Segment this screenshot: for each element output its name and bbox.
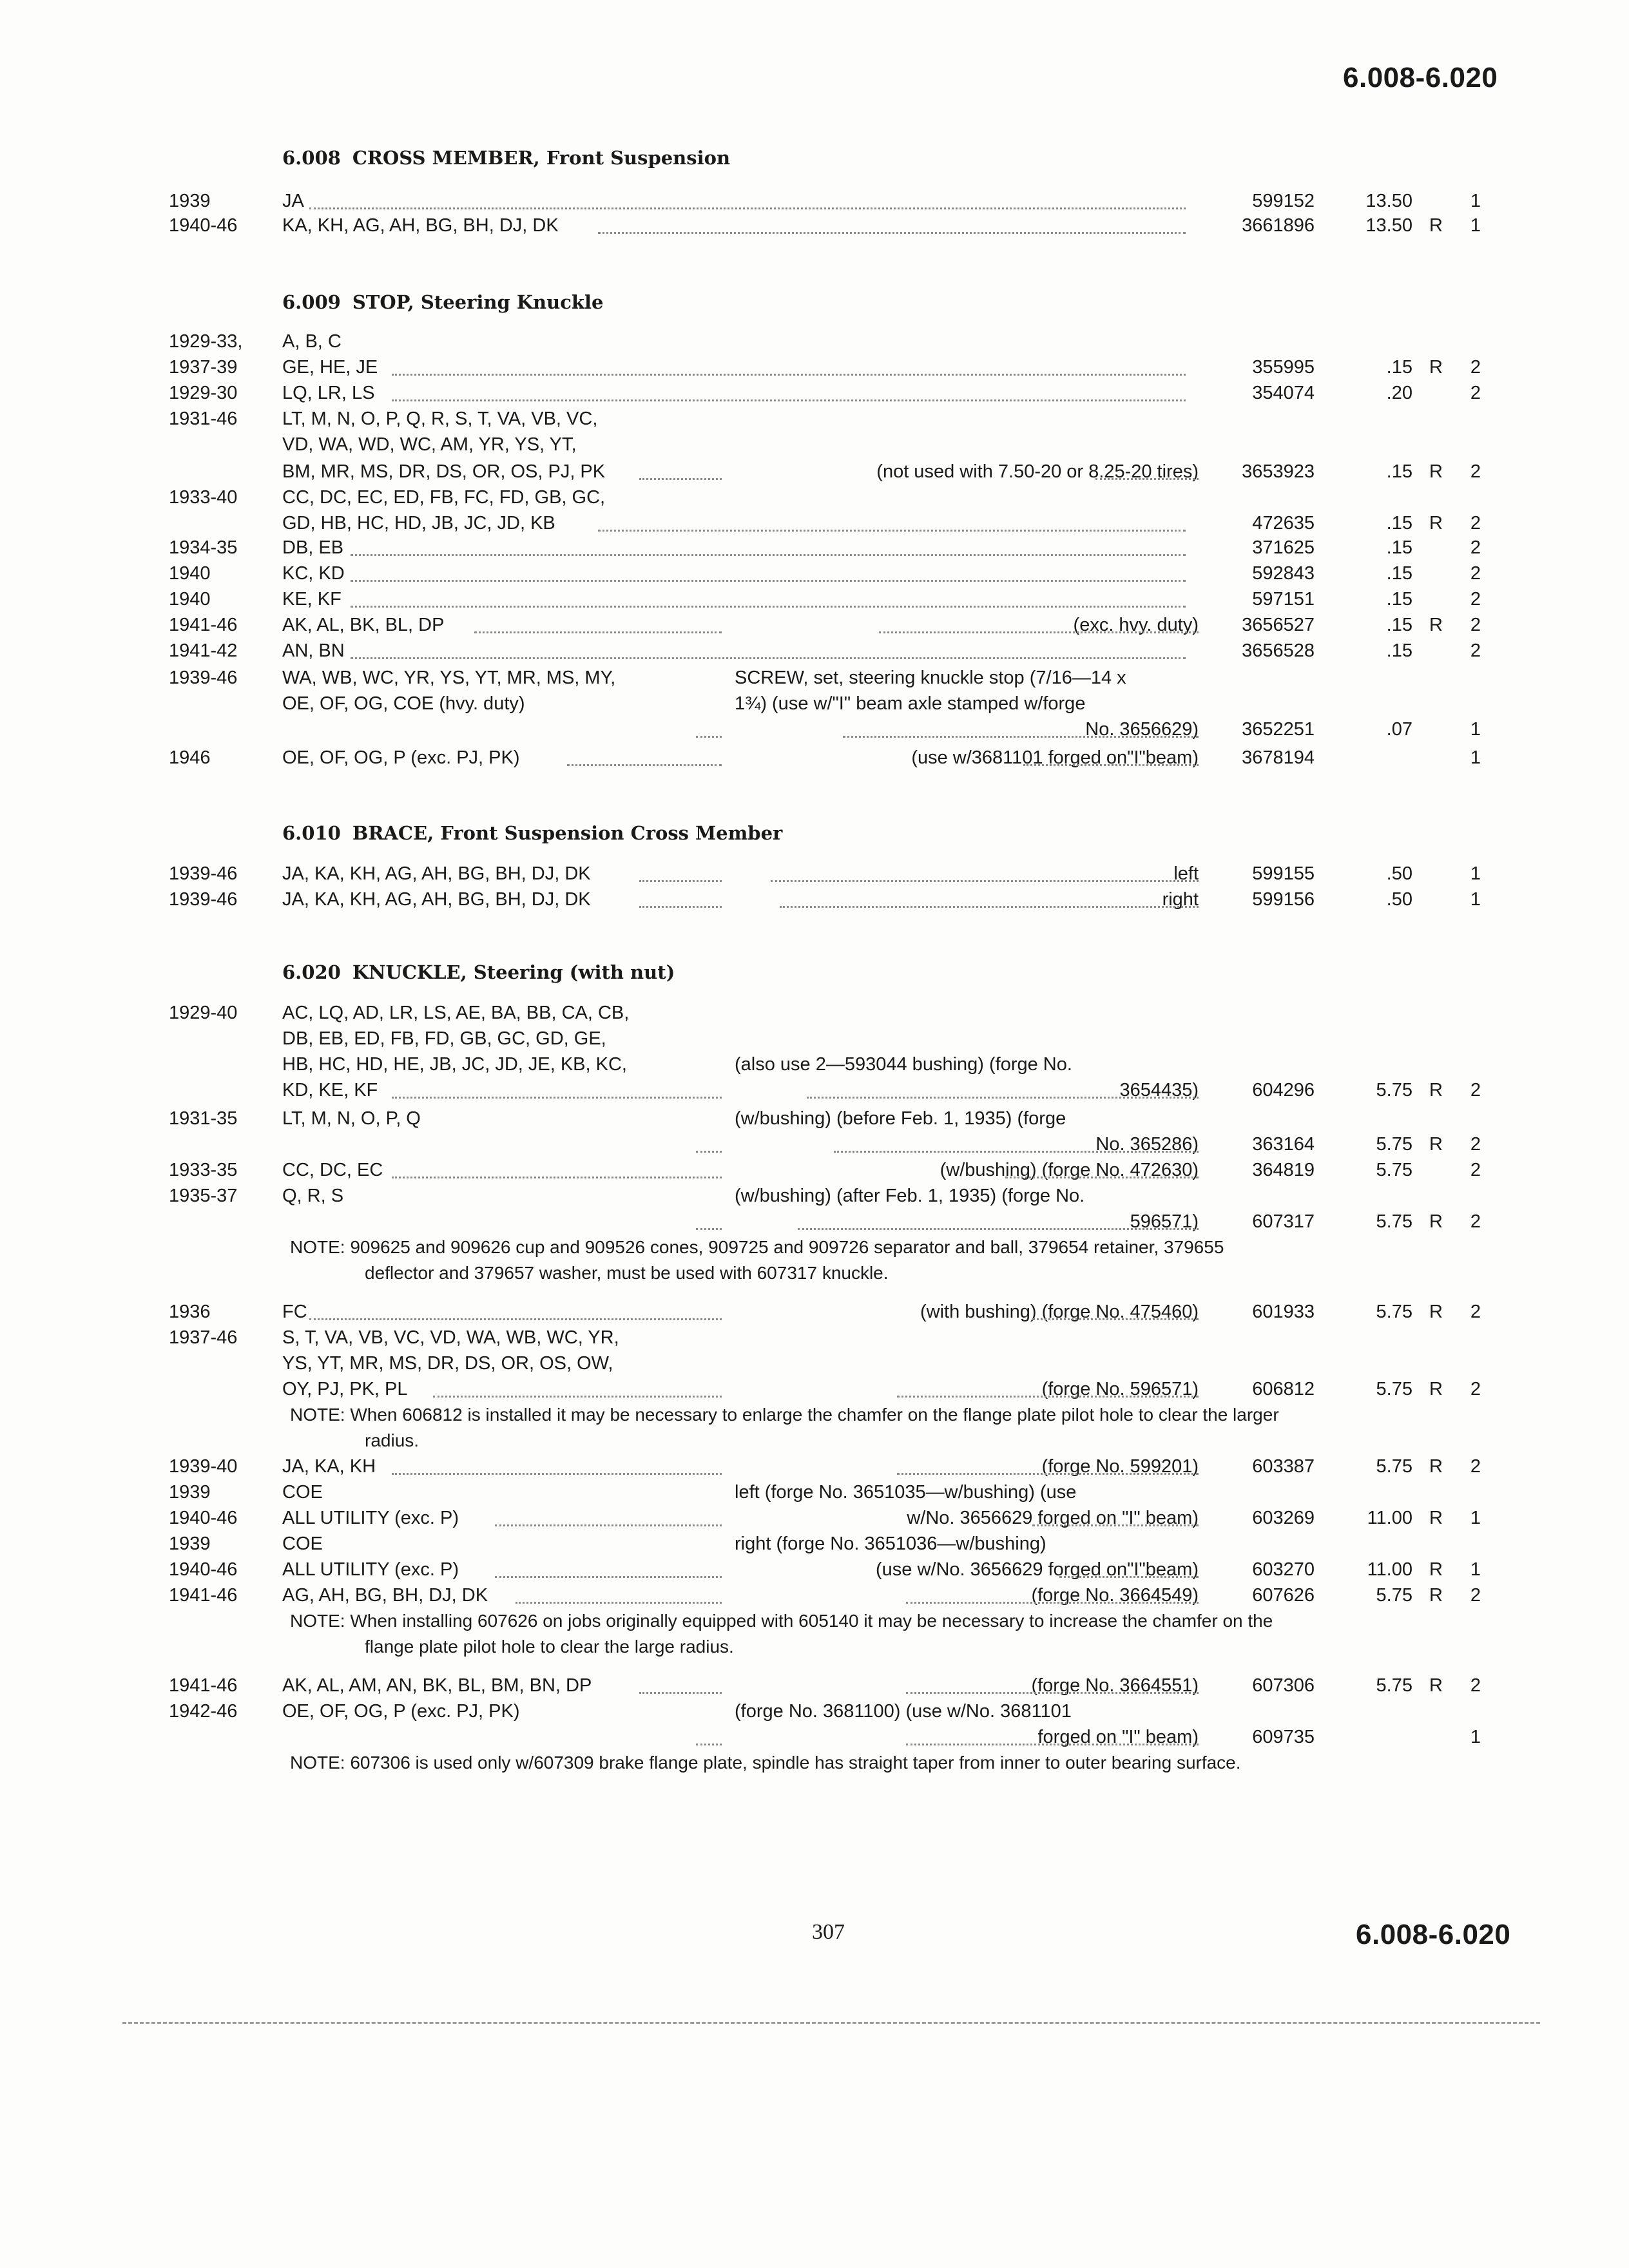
catalog-note: NOTE: 607306 is used only w/607309 brake flange plate, spindle has straight taper from inner to outer bearing surface. — [290, 1753, 1241, 1773]
table-row — [0, 1183, 1629, 1209]
model-year: 1937-39 — [169, 357, 238, 378]
list-price: 5.75 — [1376, 1379, 1412, 1399]
part-description: (not used with 7.50-20 or 8.25-20 tires) — [876, 461, 1199, 482]
replacement-flag: R — [1429, 1508, 1443, 1528]
part-description: (exc. hvy. duty) — [1073, 615, 1199, 635]
part-number: 355995 — [1252, 357, 1315, 378]
section-number: 6.009 — [282, 291, 341, 313]
list-price: .15 — [1386, 513, 1412, 533]
list-price: 5.75 — [1376, 1302, 1412, 1322]
scan-edge-line — [122, 2022, 1540, 2024]
model-year: 1941-46 — [169, 1675, 238, 1696]
part-description: (with bushing) (forge No. 475460) — [920, 1302, 1199, 1322]
list-price: .15 — [1386, 461, 1412, 482]
section-name: STOP, Steering Knuckle — [352, 291, 604, 313]
leader-dots — [639, 1692, 722, 1694]
quantity: 1 — [1470, 889, 1481, 910]
part-description: forged on "I" beam) — [1037, 1727, 1199, 1747]
part-number: 607626 — [1252, 1585, 1315, 1606]
model-year: 1931-46 — [169, 408, 238, 429]
model-codes: KA, KH, AG, AH, BG, BH, DJ, DK — [282, 215, 559, 236]
header-section-ref: 6.008-6.020 — [1343, 62, 1498, 93]
list-price: .15 — [1386, 615, 1412, 635]
model-codes: CC, DC, EC — [282, 1160, 383, 1180]
quantity: 2 — [1470, 1379, 1481, 1399]
replacement-flag: R — [1429, 215, 1443, 236]
list-price: .15 — [1386, 589, 1412, 610]
table-row — [0, 329, 1629, 354]
quantity: 2 — [1470, 1456, 1481, 1477]
list-price: 5.75 — [1376, 1211, 1412, 1232]
table-row — [0, 561, 1629, 586]
leader-dots — [1005, 1177, 1199, 1178]
leader-dots — [696, 1744, 722, 1745]
quantity: 1 — [1470, 1508, 1481, 1528]
leader-dots — [567, 764, 722, 766]
part-number: 604296 — [1252, 1080, 1315, 1100]
quantity: 2 — [1470, 357, 1481, 378]
section-name: CROSS MEMBER, Front Suspension — [352, 147, 731, 169]
replacement-flag: R — [1429, 357, 1443, 378]
model-codes: COE — [282, 1533, 323, 1554]
model-codes: JA — [282, 191, 304, 211]
list-price: .15 — [1386, 640, 1412, 661]
leader-dots — [1059, 1576, 1199, 1578]
leader-dots — [351, 554, 1186, 556]
quantity: 2 — [1470, 461, 1481, 482]
model-codes: VD, WA, WD, WC, AM, YR, YS, YT, — [282, 434, 577, 455]
part-description: (use w/3681101 forged on"I"beam) — [911, 747, 1199, 768]
table-row — [0, 1479, 1629, 1505]
leader-dots — [897, 1473, 1199, 1475]
model-codes: OE, OF, OG, P (exc. PJ, PK) — [282, 747, 520, 768]
table-row — [0, 1531, 1629, 1557]
replacement-flag: R — [1429, 615, 1443, 635]
table-row — [0, 1052, 1629, 1077]
model-codes: OE, OF, OG, COE (hvy. duty) — [282, 693, 525, 714]
table-row — [0, 1698, 1629, 1724]
part-number: 607306 — [1252, 1675, 1315, 1696]
model-codes: GE, HE, JE — [282, 357, 378, 378]
model-year: 1940 — [169, 589, 211, 610]
model-year: 1939-46 — [169, 863, 238, 884]
model-year: 1939 — [169, 191, 211, 211]
model-codes: FC — [282, 1302, 307, 1322]
model-codes: AG, AH, BG, BH, DJ, DK — [282, 1585, 488, 1606]
table-row — [0, 1157, 1629, 1183]
model-year: 1933-40 — [169, 487, 238, 508]
quantity: 2 — [1470, 383, 1481, 403]
part-number: 3678194 — [1242, 747, 1315, 768]
quantity: 2 — [1470, 589, 1481, 610]
leader-dots — [906, 1602, 1199, 1604]
part-number: 603387 — [1252, 1456, 1315, 1477]
leader-dots — [843, 736, 1199, 738]
list-price: 13.50 — [1365, 215, 1412, 236]
leader-dots — [495, 1576, 722, 1578]
catalog-note: NOTE: 909625 and 909626 cup and 909526 cones, 909725 and 909726 separator and ball, 379654 retainer, 379655 deflector and 379657 washer, must be used with 607317 knuckle. — [290, 1237, 1224, 1283]
model-year: 1931-35 — [169, 1108, 238, 1129]
section-title — [282, 147, 730, 169]
part-description: right (forge No. 3651036—w/bushing) — [735, 1533, 1046, 1554]
leader-dots — [598, 530, 1186, 532]
replacement-flag: R — [1429, 1080, 1443, 1100]
model-codes: HB, HC, HD, HE, JB, JC, JD, JE, KB, KC, — [282, 1054, 627, 1075]
part-number: 472635 — [1252, 513, 1315, 533]
replacement-flag: R — [1429, 1675, 1443, 1696]
quantity: 2 — [1470, 1675, 1481, 1696]
part-description: 1¾) (use w/"I" beam axle stamped w/forge — [735, 693, 1086, 714]
leader-dots — [392, 1177, 722, 1178]
model-codes: LT, M, N, O, P, Q, R, S, T, VA, VB, VC, — [282, 408, 598, 429]
list-price: .50 — [1386, 863, 1412, 884]
leader-dots — [351, 606, 1186, 608]
table-row — [0, 638, 1629, 664]
leader-dots — [834, 1151, 1199, 1153]
leader-dots — [351, 580, 1186, 582]
model-year: 1941-46 — [169, 1585, 238, 1606]
model-year: 1936 — [169, 1302, 211, 1322]
leader-dots — [696, 736, 722, 738]
table-row — [0, 535, 1629, 561]
leader-dots — [1032, 1318, 1199, 1320]
leader-dots — [807, 1097, 1199, 1099]
part-description: left — [1173, 863, 1199, 884]
list-price: 5.75 — [1376, 1585, 1412, 1606]
model-codes: JA, KA, KH — [282, 1456, 376, 1477]
leader-dots — [906, 1692, 1199, 1694]
model-codes: LQ, LR, LS — [282, 383, 375, 403]
model-codes: AC, LQ, AD, LR, LS, AE, BA, BB, CA, CB, — [282, 1003, 630, 1023]
part-number: 607317 — [1252, 1211, 1315, 1232]
model-year: 1933-35 — [169, 1160, 238, 1180]
model-year: 1940 — [169, 563, 211, 584]
model-codes: COE — [282, 1482, 323, 1503]
model-year: 1941-46 — [169, 615, 238, 635]
footer-section-ref: 6.008-6.020 — [1356, 1919, 1511, 1950]
part-description: left (forge No. 3651035—w/bushing) (use — [735, 1482, 1077, 1503]
section-number: 6.008 — [282, 147, 341, 169]
part-description: (forge No. 3664551) — [1031, 1675, 1199, 1696]
model-codes: DB, EB, ED, FB, FD, GB, GC, GD, GE, — [282, 1028, 606, 1049]
model-codes: WA, WB, WC, YR, YS, YT, MR, MS, MY, — [282, 668, 616, 688]
leader-dots — [639, 906, 722, 908]
leader-dots — [392, 374, 1186, 376]
model-codes: S, T, VA, VB, VC, VD, WA, WB, WC, YR, — [282, 1327, 619, 1348]
quantity: 2 — [1470, 563, 1481, 584]
table-row — [0, 188, 1629, 214]
model-year: 1939 — [169, 1482, 211, 1503]
model-year: 1940-46 — [169, 1559, 238, 1580]
leader-dots — [351, 657, 1186, 659]
table-row — [0, 1376, 1629, 1402]
list-price: 13.50 — [1365, 191, 1412, 211]
section-title — [282, 291, 603, 313]
quantity: 1 — [1470, 747, 1481, 768]
part-description: No. 365286) — [1095, 1134, 1199, 1155]
model-codes: JA, KA, KH, AG, AH, BG, BH, DJ, DK — [282, 889, 591, 910]
part-number: 609735 — [1252, 1727, 1315, 1747]
model-codes: A, B, C — [282, 331, 342, 352]
list-price: .20 — [1386, 383, 1412, 403]
section-title — [282, 822, 782, 844]
list-price: 11.00 — [1367, 1508, 1412, 1528]
replacement-flag: R — [1429, 1456, 1443, 1477]
part-description: (forge No. 3664549) — [1031, 1585, 1199, 1606]
part-number: 3656528 — [1242, 640, 1315, 661]
list-price: 11.00 — [1367, 1559, 1412, 1580]
table-row — [0, 745, 1629, 771]
leader-dots — [495, 1524, 722, 1526]
replacement-flag: R — [1429, 1585, 1443, 1606]
table-row — [0, 1557, 1629, 1582]
model-year: 1939-46 — [169, 889, 238, 910]
table-row — [0, 1106, 1629, 1131]
leader-dots — [392, 399, 1186, 401]
model-codes: DB, EB — [282, 537, 344, 558]
model-codes: OE, OF, OG, P (exc. PJ, PK) — [282, 1701, 520, 1722]
model-year: 1935-37 — [169, 1186, 238, 1206]
table-row — [0, 406, 1629, 432]
leader-dots — [392, 1473, 722, 1475]
table-row — [0, 510, 1629, 536]
leader-dots — [639, 478, 722, 480]
quantity: 2 — [1470, 537, 1481, 558]
section-number: 6.010 — [282, 822, 341, 844]
leader-dots — [433, 1396, 722, 1398]
list-price: .15 — [1386, 357, 1412, 378]
part-description: (w/bushing) (before Feb. 1, 1935) (forge — [735, 1108, 1066, 1129]
table-row — [0, 485, 1629, 510]
table-row — [0, 1000, 1629, 1026]
list-price: .50 — [1386, 889, 1412, 910]
table-row — [0, 1454, 1629, 1479]
model-codes: CC, DC, EC, ED, FB, FC, FD, GB, GC, — [282, 487, 606, 508]
model-codes: Q, R, S — [282, 1186, 344, 1206]
table-row — [0, 1077, 1629, 1103]
part-number: 601933 — [1252, 1302, 1315, 1322]
model-year: 1934-35 — [169, 537, 238, 558]
quantity: 1 — [1470, 719, 1481, 740]
table-row — [0, 691, 1629, 716]
quantity: 2 — [1470, 1302, 1481, 1322]
part-description: w/No. 3656629 forged on "I" beam) — [907, 1508, 1199, 1528]
model-codes: YS, YT, MR, MS, DR, DS, OR, OS, OW, — [282, 1353, 613, 1374]
leader-dots — [696, 1228, 722, 1230]
model-codes: ALL UTILITY (exc. P) — [282, 1508, 459, 1528]
table-row — [0, 1505, 1629, 1531]
quantity: 2 — [1470, 1585, 1481, 1606]
part-number: 599155 — [1252, 863, 1315, 884]
part-number: 3653923 — [1242, 461, 1315, 482]
model-year: 1929-40 — [169, 1003, 238, 1023]
part-description: SCREW, set, steering knuckle stop (7/16—14 x — [735, 668, 1126, 688]
model-codes: BM, MR, MS, DR, DS, OR, OS, PJ, PK — [282, 461, 606, 482]
part-description: (w/bushing) (after Feb. 1, 1935) (forge No. — [735, 1186, 1085, 1206]
table-row — [0, 1673, 1629, 1698]
part-description: right — [1162, 889, 1199, 910]
part-number: 603270 — [1252, 1559, 1315, 1580]
quantity: 1 — [1470, 1559, 1481, 1580]
part-number: 363164 — [1252, 1134, 1315, 1155]
model-codes: LT, M, N, O, P, Q — [282, 1108, 421, 1129]
model-codes: ALL UTILITY (exc. P) — [282, 1559, 459, 1580]
part-number: 364819 — [1252, 1160, 1315, 1180]
part-number: 603269 — [1252, 1508, 1315, 1528]
list-price: .15 — [1386, 563, 1412, 584]
part-description: No. 3656629) — [1085, 719, 1199, 740]
list-price: .15 — [1386, 537, 1412, 558]
model-codes: AK, AL, BK, BL, DP — [282, 615, 445, 635]
replacement-flag: R — [1429, 1211, 1443, 1232]
model-codes: AN, BN — [282, 640, 345, 661]
model-year: 1941-42 — [169, 640, 238, 661]
table-row — [0, 432, 1629, 457]
section-name: BRACE, Front Suspension Cross Member — [352, 822, 783, 844]
model-codes: KD, KE, KF — [282, 1080, 378, 1100]
model-codes: AK, AL, AM, AN, BK, BL, BM, BN, DP — [282, 1675, 592, 1696]
part-description: (forge No. 599201) — [1041, 1456, 1199, 1477]
part-description: (w/bushing) (forge No. 472630) — [940, 1160, 1199, 1180]
model-codes: KC, KD — [282, 563, 345, 584]
model-year: 1937-46 — [169, 1327, 238, 1348]
leader-dots — [1023, 764, 1199, 766]
leader-dots — [897, 1396, 1199, 1398]
catalog-note: NOTE: When 606812 is installed it may be necessary to enlarge the chamfer on the flange plate pilot hole to clear the larger radius. — [290, 1405, 1279, 1450]
table-row — [0, 1325, 1629, 1350]
table-row — [0, 213, 1629, 238]
part-number: 3661896 — [1242, 215, 1315, 236]
part-number: 599156 — [1252, 889, 1315, 910]
model-year: 1939-40 — [169, 1456, 238, 1477]
table-row — [0, 1209, 1629, 1235]
table-row — [0, 1026, 1629, 1052]
model-year: 1940-46 — [169, 1508, 238, 1528]
leader-dots — [780, 906, 1199, 908]
part-description: (forge No. 596571) — [1041, 1379, 1199, 1399]
table-row — [0, 459, 1629, 485]
table-row — [0, 612, 1629, 638]
quantity: 2 — [1470, 1080, 1481, 1100]
list-price: 5.75 — [1376, 1675, 1412, 1696]
model-codes: OY, PJ, PK, PL — [282, 1379, 408, 1399]
leader-dots — [1095, 478, 1199, 480]
list-price: 5.75 — [1376, 1080, 1412, 1100]
quantity: 1 — [1470, 863, 1481, 884]
list-price: 5.75 — [1376, 1134, 1412, 1155]
table-row — [0, 380, 1629, 406]
part-description: (also use 2—593044 bushing) (forge No. — [735, 1054, 1072, 1075]
table-row — [0, 861, 1629, 887]
quantity: 2 — [1470, 615, 1481, 635]
leader-dots — [1032, 1524, 1199, 1526]
quantity: 2 — [1470, 1134, 1481, 1155]
model-year: 1929-30 — [169, 383, 238, 403]
table-row — [0, 665, 1629, 691]
replacement-flag: R — [1429, 1302, 1443, 1322]
leader-dots — [474, 631, 722, 633]
part-number: 3652251 — [1242, 719, 1315, 740]
leader-dots — [639, 880, 722, 882]
replacement-flag: R — [1429, 1559, 1443, 1580]
part-description: 3654435) — [1119, 1080, 1199, 1100]
catalog-note: NOTE: When installing 607626 on jobs originally equipped with 605140 it may be necessary to increase the chamfer on the flange plate pilot hole to clear the large radius. — [290, 1611, 1273, 1657]
table-row — [0, 1724, 1629, 1750]
leader-dots — [879, 631, 1199, 633]
model-codes: GD, HB, HC, HD, JB, JC, JD, KB — [282, 513, 555, 533]
model-year: 1939-46 — [169, 668, 238, 688]
part-number: 606812 — [1252, 1379, 1315, 1399]
quantity: 1 — [1470, 191, 1481, 211]
table-row — [0, 1582, 1629, 1608]
leader-dots — [798, 1228, 1199, 1230]
table-row — [0, 1131, 1629, 1157]
leader-dots — [771, 880, 1199, 882]
leader-dots — [696, 1151, 722, 1153]
model-year: 1940-46 — [169, 215, 238, 236]
quantity: 2 — [1470, 1160, 1481, 1180]
quantity: 2 — [1470, 1211, 1481, 1232]
table-row — [0, 586, 1629, 612]
table-row — [0, 887, 1629, 912]
table-row — [0, 354, 1629, 380]
list-price: 5.75 — [1376, 1456, 1412, 1477]
part-description: (use w/No. 3656629 forged on"I"beam) — [875, 1559, 1199, 1580]
replacement-flag: R — [1429, 1379, 1443, 1399]
page-number: 307 — [812, 1920, 845, 1944]
part-number: 371625 — [1252, 537, 1315, 558]
replacement-flag: R — [1429, 461, 1443, 482]
part-number: 592843 — [1252, 563, 1315, 584]
list-price: .07 — [1386, 719, 1412, 740]
table-row — [0, 1350, 1629, 1376]
leader-dots — [309, 207, 1186, 209]
model-year: 1946 — [169, 747, 211, 768]
table-row — [0, 1299, 1629, 1325]
quantity: 1 — [1470, 1727, 1481, 1747]
list-price: 5.75 — [1376, 1160, 1412, 1180]
quantity: 2 — [1470, 513, 1481, 533]
section-number: 6.020 — [282, 961, 341, 983]
leader-dots — [598, 232, 1186, 234]
part-description: (forge No. 3681100) (use w/No. 3681101 — [735, 1701, 1072, 1722]
quantity: 1 — [1470, 215, 1481, 236]
part-number: 597151 — [1252, 589, 1315, 610]
replacement-flag: R — [1429, 513, 1443, 533]
leader-dots — [516, 1602, 722, 1604]
part-number: 3656527 — [1242, 615, 1315, 635]
replacement-flag: R — [1429, 1134, 1443, 1155]
leader-dots — [906, 1744, 1199, 1745]
leader-dots — [392, 1097, 722, 1099]
model-year: 1929-33, — [169, 331, 243, 352]
table-row — [0, 716, 1629, 742]
quantity: 2 — [1470, 640, 1481, 661]
leader-dots — [309, 1318, 722, 1320]
model-codes: KE, KF — [282, 589, 342, 610]
model-codes: JA, KA, KH, AG, AH, BG, BH, DJ, DK — [282, 863, 591, 884]
part-description: 596571) — [1130, 1211, 1199, 1232]
part-number: 599152 — [1252, 191, 1315, 211]
model-year: 1939 — [169, 1533, 211, 1554]
section-title — [282, 961, 675, 983]
part-number: 354074 — [1252, 383, 1315, 403]
section-name: KNUCKLE, Steering (with nut) — [352, 961, 675, 983]
model-year: 1942-46 — [169, 1701, 238, 1722]
